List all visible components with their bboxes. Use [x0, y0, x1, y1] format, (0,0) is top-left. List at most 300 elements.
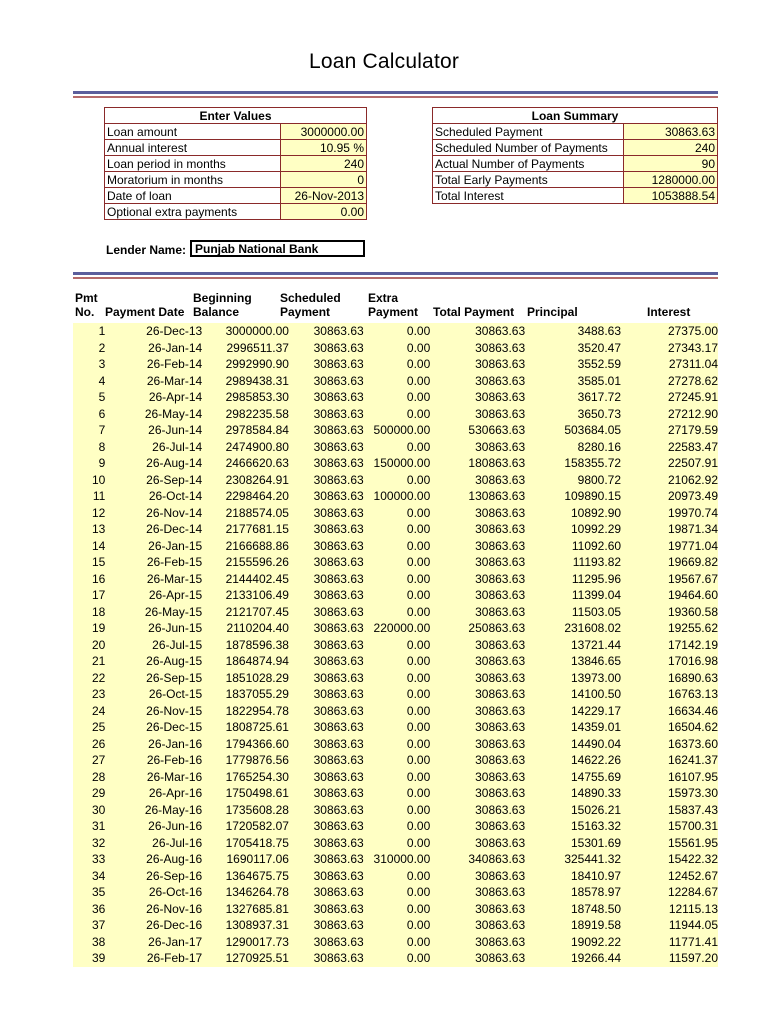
- principal-cell: 19092.22: [525, 934, 621, 951]
- scheduled-payment-cell: 30863.63: [289, 373, 364, 390]
- total-payment-cell: 30863.63: [430, 554, 525, 571]
- scheduled-payment-cell: 30863.63: [289, 917, 364, 934]
- extra-payment-cell: 0.00: [364, 884, 431, 901]
- annual-interest-label: Annual interest: [105, 140, 281, 156]
- extra-payment-cell: 0.00: [364, 802, 431, 819]
- pmt-no-cell: 14: [73, 538, 107, 555]
- scheduled-payment-label: Scheduled Payment: [433, 124, 624, 140]
- scheduled-number-label: Scheduled Number of Payments: [433, 140, 624, 156]
- scheduled-payment-cell: 30863.63: [289, 868, 364, 885]
- scheduled-payment-cell: 30863.63: [289, 340, 364, 357]
- principal-cell: 10892.90: [525, 505, 621, 522]
- table-row: [73, 818, 718, 835]
- scheduled-payment-cell: 30863.63: [289, 934, 364, 951]
- beginning-balance-cell: 2978584.84: [202, 422, 289, 439]
- extra-payment-cell: 0.00: [364, 373, 431, 390]
- payment-date-cell: 26-Jul-15: [107, 637, 202, 654]
- payment-date-cell: 26-Mar-16: [107, 769, 202, 786]
- total-interest-value: 1053888.54: [624, 188, 718, 204]
- interest-cell: 15973.30: [621, 785, 718, 802]
- principal-cell: 13973.00: [525, 670, 621, 687]
- total-payment-cell: 30863.63: [430, 472, 525, 489]
- pmt-no-cell: 16: [73, 571, 107, 588]
- header-pmt-no-line1: Pmt: [75, 291, 98, 305]
- payment-date-cell: 26-Apr-14: [107, 389, 202, 406]
- table-row: [73, 323, 718, 340]
- pmt-no-cell: 12: [73, 505, 107, 522]
- beginning-balance-cell: 2177681.15: [202, 521, 289, 538]
- table-row: [73, 538, 718, 555]
- beginning-balance-cell: 1327685.81: [202, 901, 289, 918]
- extra-payment-cell: 100000.00: [364, 488, 431, 505]
- scheduled-payment-cell: 30863.63: [289, 851, 364, 868]
- principal-cell: 14100.50: [525, 686, 621, 703]
- table-row: [73, 505, 718, 522]
- extra-payment-cell: 0.00: [364, 703, 431, 720]
- principal-cell: 18919.58: [525, 917, 621, 934]
- top-divider: [73, 91, 718, 98]
- principal-cell: 13721.44: [525, 637, 621, 654]
- moratorium-label: Moratorium in months: [105, 172, 281, 188]
- total-payment-cell: 30863.63: [430, 719, 525, 736]
- extra-payment-cell: 220000.00: [364, 620, 431, 637]
- beginning-balance-cell: 2188574.05: [202, 505, 289, 522]
- extra-payment-cell: 310000.00: [364, 851, 431, 868]
- payment-date-cell: 26-Aug-16: [107, 851, 202, 868]
- extra-payment-cell: 0.00: [364, 868, 431, 885]
- pmt-no-cell: 4: [73, 373, 107, 390]
- scheduled-payment-cell: 30863.63: [289, 571, 364, 588]
- payment-date-cell: 26-Dec-13: [107, 323, 202, 340]
- payment-date-cell: 26-Jul-14: [107, 439, 202, 456]
- total-payment-cell: 30863.63: [430, 505, 525, 522]
- interest-cell: 15837.43: [621, 802, 718, 819]
- enter-values-row: [105, 204, 367, 220]
- header-interest: Interest: [647, 305, 691, 319]
- principal-cell: 10992.29: [525, 521, 621, 538]
- loan-summary-row: [433, 124, 718, 140]
- table-row: [73, 769, 718, 786]
- extra-payment-cell: 0.00: [364, 356, 431, 373]
- beginning-balance-cell: 2166688.86: [202, 538, 289, 555]
- moratorium-input[interactable]: 0: [281, 172, 367, 188]
- payment-date-cell: 26-Aug-15: [107, 653, 202, 670]
- principal-cell: 14490.04: [525, 736, 621, 753]
- scheduled-payment-cell: 30863.63: [289, 686, 364, 703]
- pmt-no-cell: 37: [73, 917, 107, 934]
- beginning-balance-cell: 1290017.73: [202, 934, 289, 951]
- table-row: [73, 802, 718, 819]
- scheduled-payment-cell: 30863.63: [289, 818, 364, 835]
- interest-cell: 27278.62: [621, 373, 718, 390]
- extra-payment-cell: 0.00: [364, 917, 431, 934]
- total-payment-cell: 30863.63: [430, 835, 525, 852]
- date-of-loan-label: Date of loan: [105, 188, 281, 204]
- extra-payment-cell: 500000.00: [364, 422, 431, 439]
- total-interest-label: Total Interest: [433, 188, 624, 204]
- extra-payment-cell: 0.00: [364, 604, 431, 621]
- principal-cell: 18410.97: [525, 868, 621, 885]
- header-total-payment: Total Payment: [433, 305, 515, 319]
- interest-cell: 19669.82: [621, 554, 718, 571]
- interest-cell: 17016.98: [621, 653, 718, 670]
- interest-cell: 19567.67: [621, 571, 718, 588]
- scheduled-payment-cell: 30863.63: [289, 769, 364, 786]
- beginning-balance-cell: 1346264.78: [202, 884, 289, 901]
- beginning-balance-cell: 2996511.37: [202, 340, 289, 357]
- scheduled-payment-cell: 30863.63: [289, 703, 364, 720]
- interest-cell: 15561.95: [621, 835, 718, 852]
- extra-payment-cell: 0.00: [364, 505, 431, 522]
- principal-cell: 325441.32: [525, 851, 621, 868]
- scheduled-payment-cell: 30863.63: [289, 835, 364, 852]
- loan-summary-table: [432, 107, 718, 204]
- principal-cell: 14622.26: [525, 752, 621, 769]
- table-row: [73, 851, 718, 868]
- principal-cell: 14359.01: [525, 719, 621, 736]
- total-payment-cell: 30863.63: [430, 323, 525, 340]
- header-beginning-balance-line1: Beginning: [193, 291, 252, 305]
- interest-cell: 15422.32: [621, 851, 718, 868]
- table-row: [73, 488, 718, 505]
- pmt-no-cell: 35: [73, 884, 107, 901]
- total-payment-cell: 30863.63: [430, 521, 525, 538]
- principal-cell: 109890.15: [525, 488, 621, 505]
- table-row: [73, 422, 718, 439]
- scheduled-payment-cell: 30863.63: [289, 637, 364, 654]
- header-beginning-balance-line2: Balance: [193, 305, 240, 319]
- pmt-no-cell: 26: [73, 736, 107, 753]
- total-payment-cell: 30863.63: [430, 868, 525, 885]
- beginning-balance-cell: 2298464.20: [202, 488, 289, 505]
- table-row: [73, 439, 718, 456]
- pmt-no-cell: 24: [73, 703, 107, 720]
- payment-date-cell: 26-Apr-15: [107, 587, 202, 604]
- table-row: [73, 686, 718, 703]
- extra-payment-cell: 150000.00: [364, 455, 431, 472]
- table-row: [73, 472, 718, 489]
- beginning-balance-cell: 1794366.60: [202, 736, 289, 753]
- table-row: [73, 703, 718, 720]
- pmt-no-cell: 17: [73, 587, 107, 604]
- total-payment-cell: 30863.63: [430, 406, 525, 423]
- annual-interest-input[interactable]: 10.95 %: [281, 140, 367, 156]
- actual-number-value: 90: [624, 156, 718, 172]
- pmt-no-cell: 13: [73, 521, 107, 538]
- loan-summary-row: [433, 188, 718, 204]
- table-row: [73, 752, 718, 769]
- interest-cell: 27179.59: [621, 422, 718, 439]
- table-row: [73, 356, 718, 373]
- lender-name-input[interactable]: Punjab National Bank: [190, 240, 365, 257]
- scheduled-payment-cell: 30863.63: [289, 439, 364, 456]
- beginning-balance-cell: 2110204.40: [202, 620, 289, 637]
- pmt-no-cell: 25: [73, 719, 107, 736]
- extra-payment-cell: 0.00: [364, 752, 431, 769]
- total-payment-cell: 30863.63: [430, 439, 525, 456]
- principal-cell: 3520.47: [525, 340, 621, 357]
- beginning-balance-cell: 1837055.29: [202, 686, 289, 703]
- table-row: [73, 455, 718, 472]
- table-row: [73, 917, 718, 934]
- loan-period-label: Loan period in months: [105, 156, 281, 172]
- enter-values-table: [104, 107, 367, 220]
- pmt-no-cell: 7: [73, 422, 107, 439]
- principal-cell: 3488.63: [525, 323, 621, 340]
- total-payment-cell: 30863.63: [430, 901, 525, 918]
- interest-cell: 19255.62: [621, 620, 718, 637]
- header-extra-payment-line2: Payment: [368, 305, 419, 319]
- interest-cell: 11771.41: [621, 934, 718, 951]
- pmt-no-cell: 15: [73, 554, 107, 571]
- scheduled-payment-cell: 30863.63: [289, 604, 364, 621]
- total-payment-cell: 30863.63: [430, 934, 525, 951]
- interest-cell: 27343.17: [621, 340, 718, 357]
- interest-cell: 12115.13: [621, 901, 718, 918]
- interest-cell: 12284.67: [621, 884, 718, 901]
- payment-date-cell: 26-Jan-15: [107, 538, 202, 555]
- pmt-no-cell: 34: [73, 868, 107, 885]
- interest-cell: 19970.74: [621, 505, 718, 522]
- payment-date-cell: 26-Feb-15: [107, 554, 202, 571]
- principal-cell: 15163.32: [525, 818, 621, 835]
- total-payment-cell: 30863.63: [430, 389, 525, 406]
- total-payment-cell: 30863.63: [430, 538, 525, 555]
- total-payment-cell: 30863.63: [430, 917, 525, 934]
- enter-values-header: Enter Values: [105, 108, 367, 124]
- payment-date-cell: 26-Jan-14: [107, 340, 202, 357]
- scheduled-payment-cell: 30863.63: [289, 554, 364, 571]
- payment-date-cell: 26-Jul-16: [107, 835, 202, 852]
- interest-cell: 22507.91: [621, 455, 718, 472]
- beginning-balance-cell: 1808725.61: [202, 719, 289, 736]
- interest-cell: 27311.04: [621, 356, 718, 373]
- payment-date-cell: 26-May-16: [107, 802, 202, 819]
- interest-cell: 16763.13: [621, 686, 718, 703]
- principal-cell: 18748.50: [525, 901, 621, 918]
- payment-date-cell: 26-Oct-15: [107, 686, 202, 703]
- extra-payment-cell: 0.00: [364, 835, 431, 852]
- total-payment-cell: 180863.63: [430, 455, 525, 472]
- scheduled-payment-cell: 30863.63: [289, 455, 364, 472]
- extra-payment-cell: 0.00: [364, 769, 431, 786]
- beginning-balance-cell: 2989438.31: [202, 373, 289, 390]
- interest-cell: 16373.60: [621, 736, 718, 753]
- interest-cell: 16634.46: [621, 703, 718, 720]
- header-scheduled-payment-line2: Payment: [280, 305, 331, 319]
- interest-cell: 16890.63: [621, 670, 718, 687]
- payment-date-cell: 26-Nov-16: [107, 901, 202, 918]
- principal-cell: 13846.65: [525, 653, 621, 670]
- pmt-no-cell: 23: [73, 686, 107, 703]
- scheduled-payment-cell: 30863.63: [289, 538, 364, 555]
- total-payment-cell: 30863.63: [430, 653, 525, 670]
- table-row: [73, 868, 718, 885]
- extra-payment-cell: 0.00: [364, 587, 431, 604]
- beginning-balance-cell: 1364675.75: [202, 868, 289, 885]
- pmt-no-cell: 28: [73, 769, 107, 786]
- pmt-no-cell: 2: [73, 340, 107, 357]
- beginning-balance-cell: 1878596.38: [202, 637, 289, 654]
- date-of-loan-input[interactable]: 26-Nov-2013: [281, 188, 367, 204]
- payment-date-cell: 26-Feb-17: [107, 950, 202, 967]
- scheduled-payment-cell: 30863.63: [289, 587, 364, 604]
- enter-values-row: [105, 140, 367, 156]
- principal-cell: 3617.72: [525, 389, 621, 406]
- payment-date-cell: 26-Jan-16: [107, 736, 202, 753]
- enter-values-row: [105, 156, 367, 172]
- loan-summary-row: [433, 140, 718, 156]
- total-payment-cell: 30863.63: [430, 637, 525, 654]
- principal-cell: 19266.44: [525, 950, 621, 967]
- scheduled-payment-cell: 30863.63: [289, 785, 364, 802]
- scheduled-payment-cell: 30863.63: [289, 356, 364, 373]
- pmt-no-cell: 33: [73, 851, 107, 868]
- payment-date-cell: 26-Aug-14: [107, 455, 202, 472]
- loan-amount-input[interactable]: 3000000.00: [281, 124, 367, 140]
- payment-date-cell: 26-Feb-16: [107, 752, 202, 769]
- pmt-no-cell: 31: [73, 818, 107, 835]
- payment-date-cell: 26-Sep-16: [107, 868, 202, 885]
- total-payment-cell: 30863.63: [430, 670, 525, 687]
- beginning-balance-cell: 2466620.63: [202, 455, 289, 472]
- payment-date-cell: 26-Nov-15: [107, 703, 202, 720]
- scheduled-payment-value: 30863.63: [624, 124, 718, 140]
- loan-amount-label: Loan amount: [105, 124, 281, 140]
- payment-date-cell: 26-Apr-16: [107, 785, 202, 802]
- payment-date-cell: 26-Jan-17: [107, 934, 202, 951]
- payment-date-cell: 26-Dec-16: [107, 917, 202, 934]
- extra-payment-cell: 0.00: [364, 670, 431, 687]
- enter-values-row: [105, 124, 367, 140]
- total-payment-cell: 30863.63: [430, 686, 525, 703]
- table-row: [73, 785, 718, 802]
- table-row: [73, 340, 718, 357]
- extra-payment-cell: 0.00: [364, 323, 431, 340]
- interest-cell: 19464.60: [621, 587, 718, 604]
- extra-payment-cell: 0.00: [364, 472, 431, 489]
- total-payment-cell: 30863.63: [430, 802, 525, 819]
- beginning-balance-cell: 2985853.30: [202, 389, 289, 406]
- extra-payment-cell: 0.00: [364, 571, 431, 588]
- extra-payment-cell: 0.00: [364, 538, 431, 555]
- pmt-no-cell: 11: [73, 488, 107, 505]
- total-payment-cell: 30863.63: [430, 884, 525, 901]
- interest-cell: 19771.04: [621, 538, 718, 555]
- table-row: [73, 835, 718, 852]
- extra-payment-cell: 0.00: [364, 686, 431, 703]
- loan-period-input[interactable]: 240: [281, 156, 367, 172]
- total-early-payments-label: Total Early Payments: [433, 172, 624, 188]
- lender-name-label: Lender Name:: [106, 243, 187, 257]
- total-payment-cell: 30863.63: [430, 818, 525, 835]
- table-row: [73, 901, 718, 918]
- payment-date-cell: 26-Nov-14: [107, 505, 202, 522]
- principal-cell: 11503.05: [525, 604, 621, 621]
- interest-cell: 17142.19: [621, 637, 718, 654]
- enter-values-row: [105, 188, 367, 204]
- interest-cell: 27212.90: [621, 406, 718, 423]
- principal-cell: 3552.59: [525, 356, 621, 373]
- beginning-balance-cell: 1735608.28: [202, 802, 289, 819]
- principal-cell: 11295.96: [525, 571, 621, 588]
- total-early-payments-value: 1280000.00: [624, 172, 718, 188]
- total-payment-cell: 30863.63: [430, 769, 525, 786]
- payment-date-cell: 26-May-14: [107, 406, 202, 423]
- interest-cell: 19871.34: [621, 521, 718, 538]
- table-row: [73, 736, 718, 753]
- interest-cell: 16241.37: [621, 752, 718, 769]
- scheduled-payment-cell: 30863.63: [289, 323, 364, 340]
- total-payment-cell: 30863.63: [430, 571, 525, 588]
- payment-date-cell: 26-Sep-14: [107, 472, 202, 489]
- principal-cell: 231608.02: [525, 620, 621, 637]
- scheduled-payment-cell: 30863.63: [289, 488, 364, 505]
- principal-cell: 18578.97: [525, 884, 621, 901]
- enter-values-row: [105, 172, 367, 188]
- total-payment-cell: 30863.63: [430, 373, 525, 390]
- extra-payments-input[interactable]: 0.00: [281, 204, 367, 220]
- beginning-balance-cell: 2992990.90: [202, 356, 289, 373]
- beginning-balance-cell: 2308264.91: [202, 472, 289, 489]
- beginning-balance-cell: 1705418.75: [202, 835, 289, 852]
- principal-cell: 15026.21: [525, 802, 621, 819]
- total-payment-cell: 30863.63: [430, 703, 525, 720]
- beginning-balance-cell: 2982235.58: [202, 406, 289, 423]
- principal-cell: 15301.69: [525, 835, 621, 852]
- payment-date-cell: 26-Mar-15: [107, 571, 202, 588]
- pmt-no-cell: 21: [73, 653, 107, 670]
- beginning-balance-cell: 3000000.00: [202, 323, 289, 340]
- total-payment-cell: 30863.63: [430, 785, 525, 802]
- principal-cell: 11399.04: [525, 587, 621, 604]
- beginning-balance-cell: 1851028.29: [202, 670, 289, 687]
- pmt-no-cell: 29: [73, 785, 107, 802]
- pmt-no-cell: 27: [73, 752, 107, 769]
- extra-payment-cell: 0.00: [364, 554, 431, 571]
- total-payment-cell: 30863.63: [430, 340, 525, 357]
- total-payment-cell: 30863.63: [430, 950, 525, 967]
- extra-payment-cell: 0.00: [364, 439, 431, 456]
- table-row: [73, 670, 718, 687]
- beginning-balance-cell: 1864874.94: [202, 653, 289, 670]
- principal-cell: 11193.82: [525, 554, 621, 571]
- amortization-schedule-body: [73, 323, 718, 967]
- page-title: Loan Calculator: [308, 50, 460, 73]
- principal-cell: 14890.33: [525, 785, 621, 802]
- total-payment-cell: 30863.63: [430, 752, 525, 769]
- table-row: [73, 934, 718, 951]
- header-pmt-no-line2: No.: [75, 305, 95, 319]
- extra-payment-cell: 0.00: [364, 785, 431, 802]
- payment-date-cell: 26-Feb-14: [107, 356, 202, 373]
- beginning-balance-cell: 2155596.26: [202, 554, 289, 571]
- beginning-balance-cell: 1308937.31: [202, 917, 289, 934]
- scheduled-payment-cell: 30863.63: [289, 472, 364, 489]
- scheduled-payment-cell: 30863.63: [289, 653, 364, 670]
- interest-cell: 27375.00: [621, 323, 718, 340]
- table-row: [73, 587, 718, 604]
- principal-cell: 3650.73: [525, 406, 621, 423]
- table-row: [73, 950, 718, 967]
- interest-cell: 21062.92: [621, 472, 718, 489]
- table-row: [73, 521, 718, 538]
- beginning-balance-cell: 1690117.06: [202, 851, 289, 868]
- scheduled-payment-cell: 30863.63: [289, 802, 364, 819]
- scheduled-payment-cell: 30863.63: [289, 620, 364, 637]
- payment-date-cell: 26-Oct-16: [107, 884, 202, 901]
- principal-cell: 14229.17: [525, 703, 621, 720]
